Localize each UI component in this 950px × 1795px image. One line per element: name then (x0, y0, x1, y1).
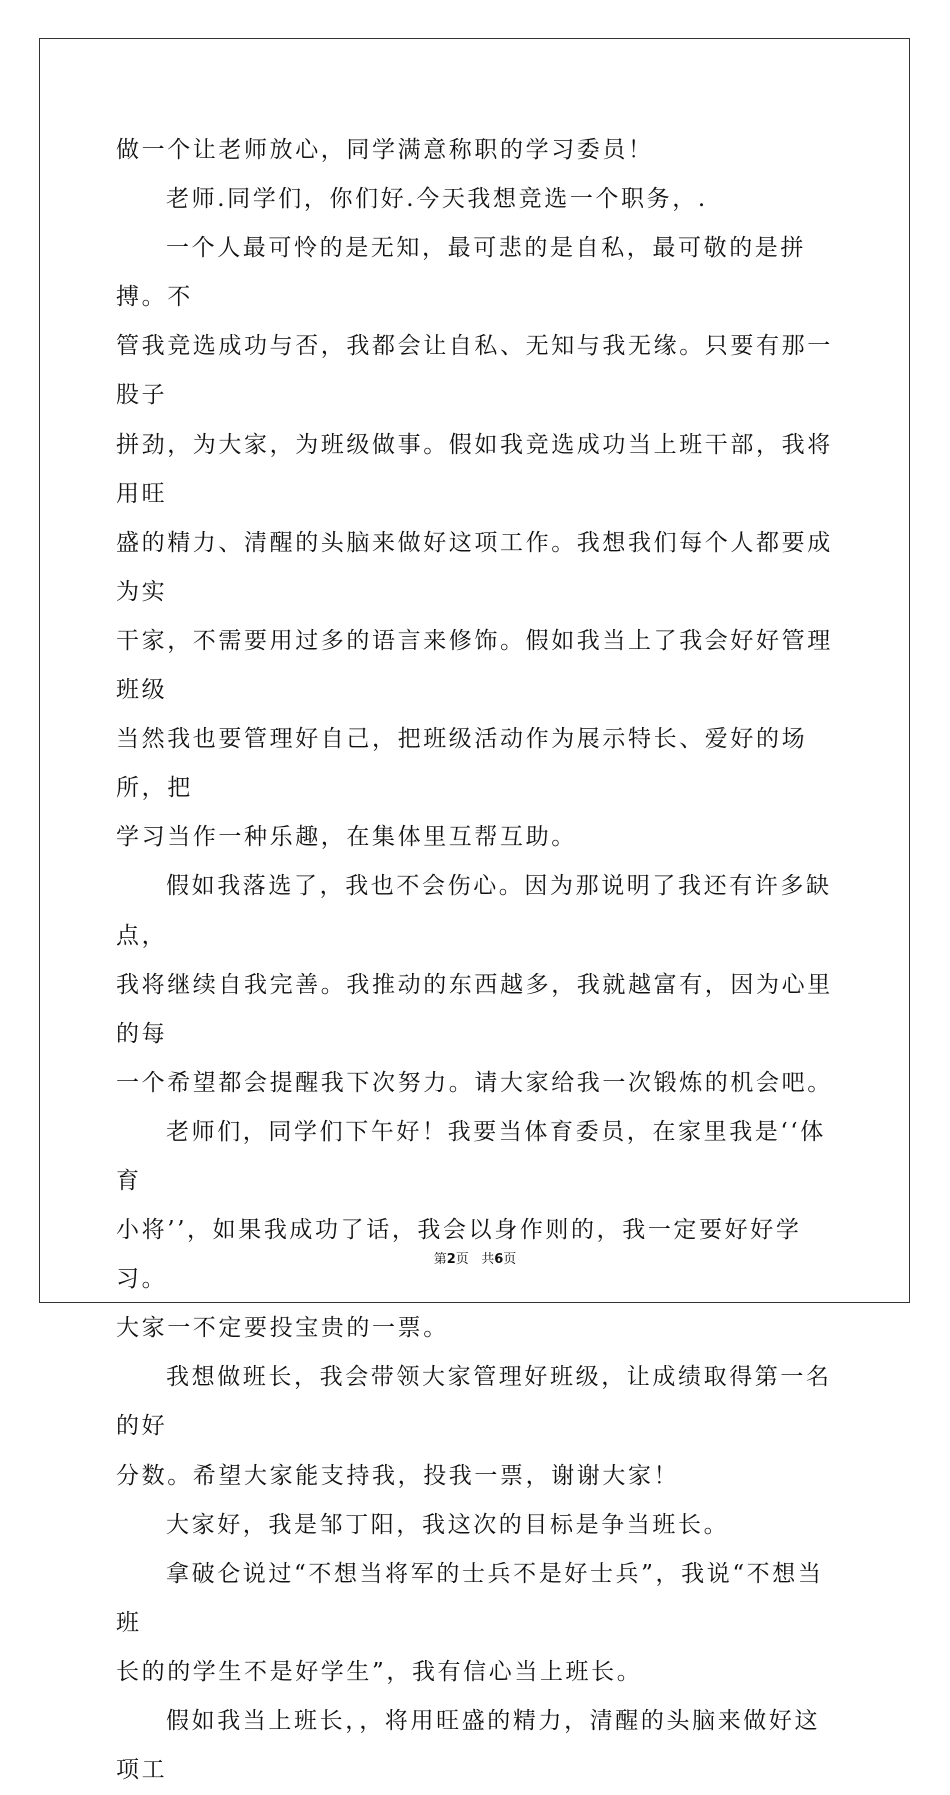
paragraph: 大家好，我是邹丁阳，我这次的目标是争当班长。 (166, 1511, 730, 1538)
total-pages: 6 (494, 1252, 504, 1267)
document-body (116, 126, 836, 1795)
paragraph: 我想做班长，我会带领大家管理好班级，让成绩取得第一名的好 分数。希望大家能支持我，投我一票，谢谢大家！ (116, 1364, 832, 1489)
paragraph: 拿破仑说过“不想当将军的士兵不是好士兵”，我说“不想当班 长的的学生不是好学生”，我有信心当上班长。 (116, 1560, 824, 1685)
total-prefix: 共 (481, 1252, 495, 1267)
paragraph: 假如我落选了，我也不会伤心。因为那说明了我还有许多缺点， 我将继续自我完善。我推动的东西越多，我就越富有，因为心里的每 一个希望都会提醒我下次努力。请大家给我一次锻炼的机会吧。 (116, 873, 833, 1096)
page-prefix: 第 (433, 1252, 447, 1267)
paragraph: 假如我当上班长，，将用旺盛的精力，清醒的头脑来做好这项工 (116, 1708, 821, 1784)
total-suffix: 页 (503, 1252, 517, 1267)
paragraph: 老师.同学们，你们好.今天我想竞选一个职务，. (166, 186, 708, 213)
paragraph: 一个人最可怜的是无知，最可悲的是自私，最可敬的是拼搏。不 管我竞选成功与否，我都会让自私、无知与我无缘。只要有那一股子 拼劲，为大家，为班级做事。假如我竞选成功当上班干部，我将用旺 盛的精力、清醒的头脑来做好这项工作。我想我们每个人都要成为实 干家，不需要用过多的语言来修饰。假如我当上了我会好好管理班级 当然我也要管理好自己，把班级活动作为展示特长、爱好的场所，把 学习当作一种乐趣，在集体里互帮互助。 (116, 235, 833, 851)
paragraph: 老师们，同学们下午好！我要当体育委员，在家里我是‘‘体育 小将’’，如果我成功了话，我会以身作则的，我一定要好好学习。 大家一不定要投宝贵的一票。 (116, 1118, 826, 1342)
page-footer (0, 1248, 950, 1267)
page-suffix: 页 (455, 1252, 469, 1267)
page-number: 2 (446, 1252, 456, 1267)
paragraph: 做一个让老师放心，同学满意称职的学习委员！ (116, 137, 654, 163)
